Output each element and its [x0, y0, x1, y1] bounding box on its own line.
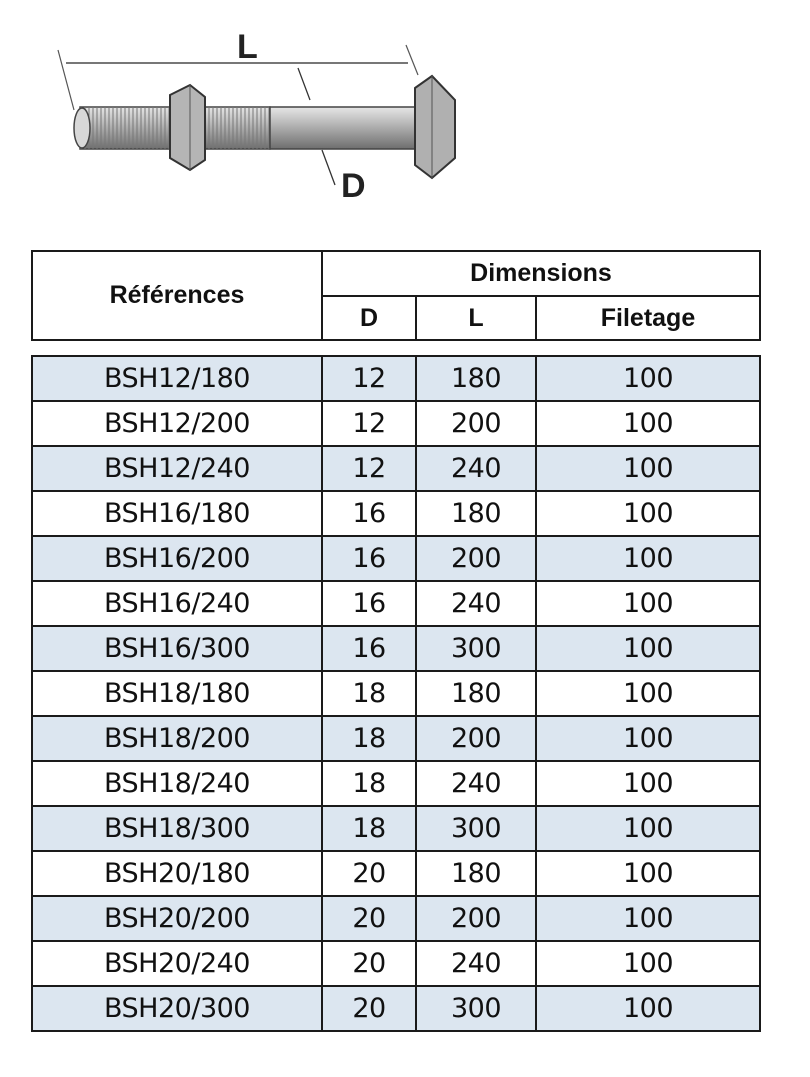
- cell-filetage: 100: [536, 986, 760, 1031]
- cell-l: 240: [416, 446, 536, 491]
- cell-reference: BSH18/300: [32, 806, 322, 851]
- cell-reference: BSH16/240: [32, 581, 322, 626]
- table-row: [32, 716, 760, 761]
- cell-reference: BSH20/300: [32, 986, 322, 1031]
- cell-filetage: 100: [536, 446, 760, 491]
- cell-d: 16: [322, 581, 416, 626]
- cell-reference: BSH12/200: [32, 401, 322, 446]
- cell-d: 20: [322, 896, 416, 941]
- table-header: [31, 250, 761, 341]
- table-row: [32, 986, 760, 1031]
- cell-filetage: 100: [536, 716, 760, 761]
- cell-l: 200: [416, 401, 536, 446]
- cell-d: 18: [322, 716, 416, 761]
- cell-reference: BSH18/180: [32, 671, 322, 716]
- bolt-illustration-icon: [0, 0, 810, 230]
- cell-l: 300: [416, 986, 536, 1031]
- cell-filetage: 100: [536, 671, 760, 716]
- cell-filetage: 100: [536, 761, 760, 806]
- cell-l: 180: [416, 671, 536, 716]
- cell-reference: BSH16/180: [32, 491, 322, 536]
- cell-filetage: 100: [536, 401, 760, 446]
- table-row: [32, 446, 760, 491]
- cell-d: 16: [322, 626, 416, 671]
- table-row: [32, 851, 760, 896]
- cell-reference: BSH16/200: [32, 536, 322, 581]
- table-row: [32, 671, 760, 716]
- table-row: [32, 806, 760, 851]
- cell-l: 180: [416, 356, 536, 401]
- cell-reference: BSH20/180: [32, 851, 322, 896]
- cell-filetage: 100: [536, 626, 760, 671]
- cell-reference: BSH16/300: [32, 626, 322, 671]
- table-row: [32, 491, 760, 536]
- header-dimensions: Dimensions: [322, 251, 760, 296]
- table-row: [32, 536, 760, 581]
- cell-d: 18: [322, 806, 416, 851]
- header-filetage: Filetage: [536, 296, 760, 340]
- table-row: [32, 896, 760, 941]
- cell-d: 16: [322, 491, 416, 536]
- cell-l: 240: [416, 941, 536, 986]
- table-row: [32, 581, 760, 626]
- cell-filetage: 100: [536, 581, 760, 626]
- cell-filetage: 100: [536, 491, 760, 536]
- cell-d: 16: [322, 536, 416, 581]
- cell-d: 20: [322, 986, 416, 1031]
- dimensions-table: [31, 355, 761, 1032]
- table-row: [32, 401, 760, 446]
- table-row: [32, 941, 760, 986]
- header-l: L: [416, 296, 536, 340]
- cell-l: 300: [416, 806, 536, 851]
- cell-l: 240: [416, 761, 536, 806]
- cell-d: 12: [322, 356, 416, 401]
- cell-filetage: 100: [536, 536, 760, 581]
- cell-d: 18: [322, 761, 416, 806]
- cell-d: 20: [322, 941, 416, 986]
- cell-l: 200: [416, 716, 536, 761]
- cell-reference: BSH20/200: [32, 896, 322, 941]
- header-references: Références: [32, 251, 322, 340]
- cell-l: 180: [416, 491, 536, 536]
- cell-d: 12: [322, 446, 416, 491]
- cell-d: 18: [322, 671, 416, 716]
- cell-filetage: 100: [536, 941, 760, 986]
- table-row: [32, 761, 760, 806]
- cell-d: 20: [322, 851, 416, 896]
- cell-reference: BSH12/240: [32, 446, 322, 491]
- cell-l: 240: [416, 581, 536, 626]
- cell-reference: BSH18/240: [32, 761, 322, 806]
- cell-d: 12: [322, 401, 416, 446]
- cell-filetage: 100: [536, 806, 760, 851]
- cell-l: 300: [416, 626, 536, 671]
- table-row: [32, 626, 760, 671]
- cell-filetage: 100: [536, 851, 760, 896]
- cell-l: 200: [416, 536, 536, 581]
- svg-text:L: L: [237, 28, 258, 66]
- svg-text:D: D: [341, 167, 366, 205]
- bolt-diagram: [0, 0, 810, 230]
- header-d: D: [322, 296, 416, 340]
- cell-filetage: 100: [536, 896, 760, 941]
- cell-l: 180: [416, 851, 536, 896]
- cell-reference: BSH20/240: [32, 941, 322, 986]
- cell-reference: BSH18/200: [32, 716, 322, 761]
- cell-reference: BSH12/180: [32, 356, 322, 401]
- cell-filetage: 100: [536, 356, 760, 401]
- cell-l: 200: [416, 896, 536, 941]
- table-row: [32, 356, 760, 401]
